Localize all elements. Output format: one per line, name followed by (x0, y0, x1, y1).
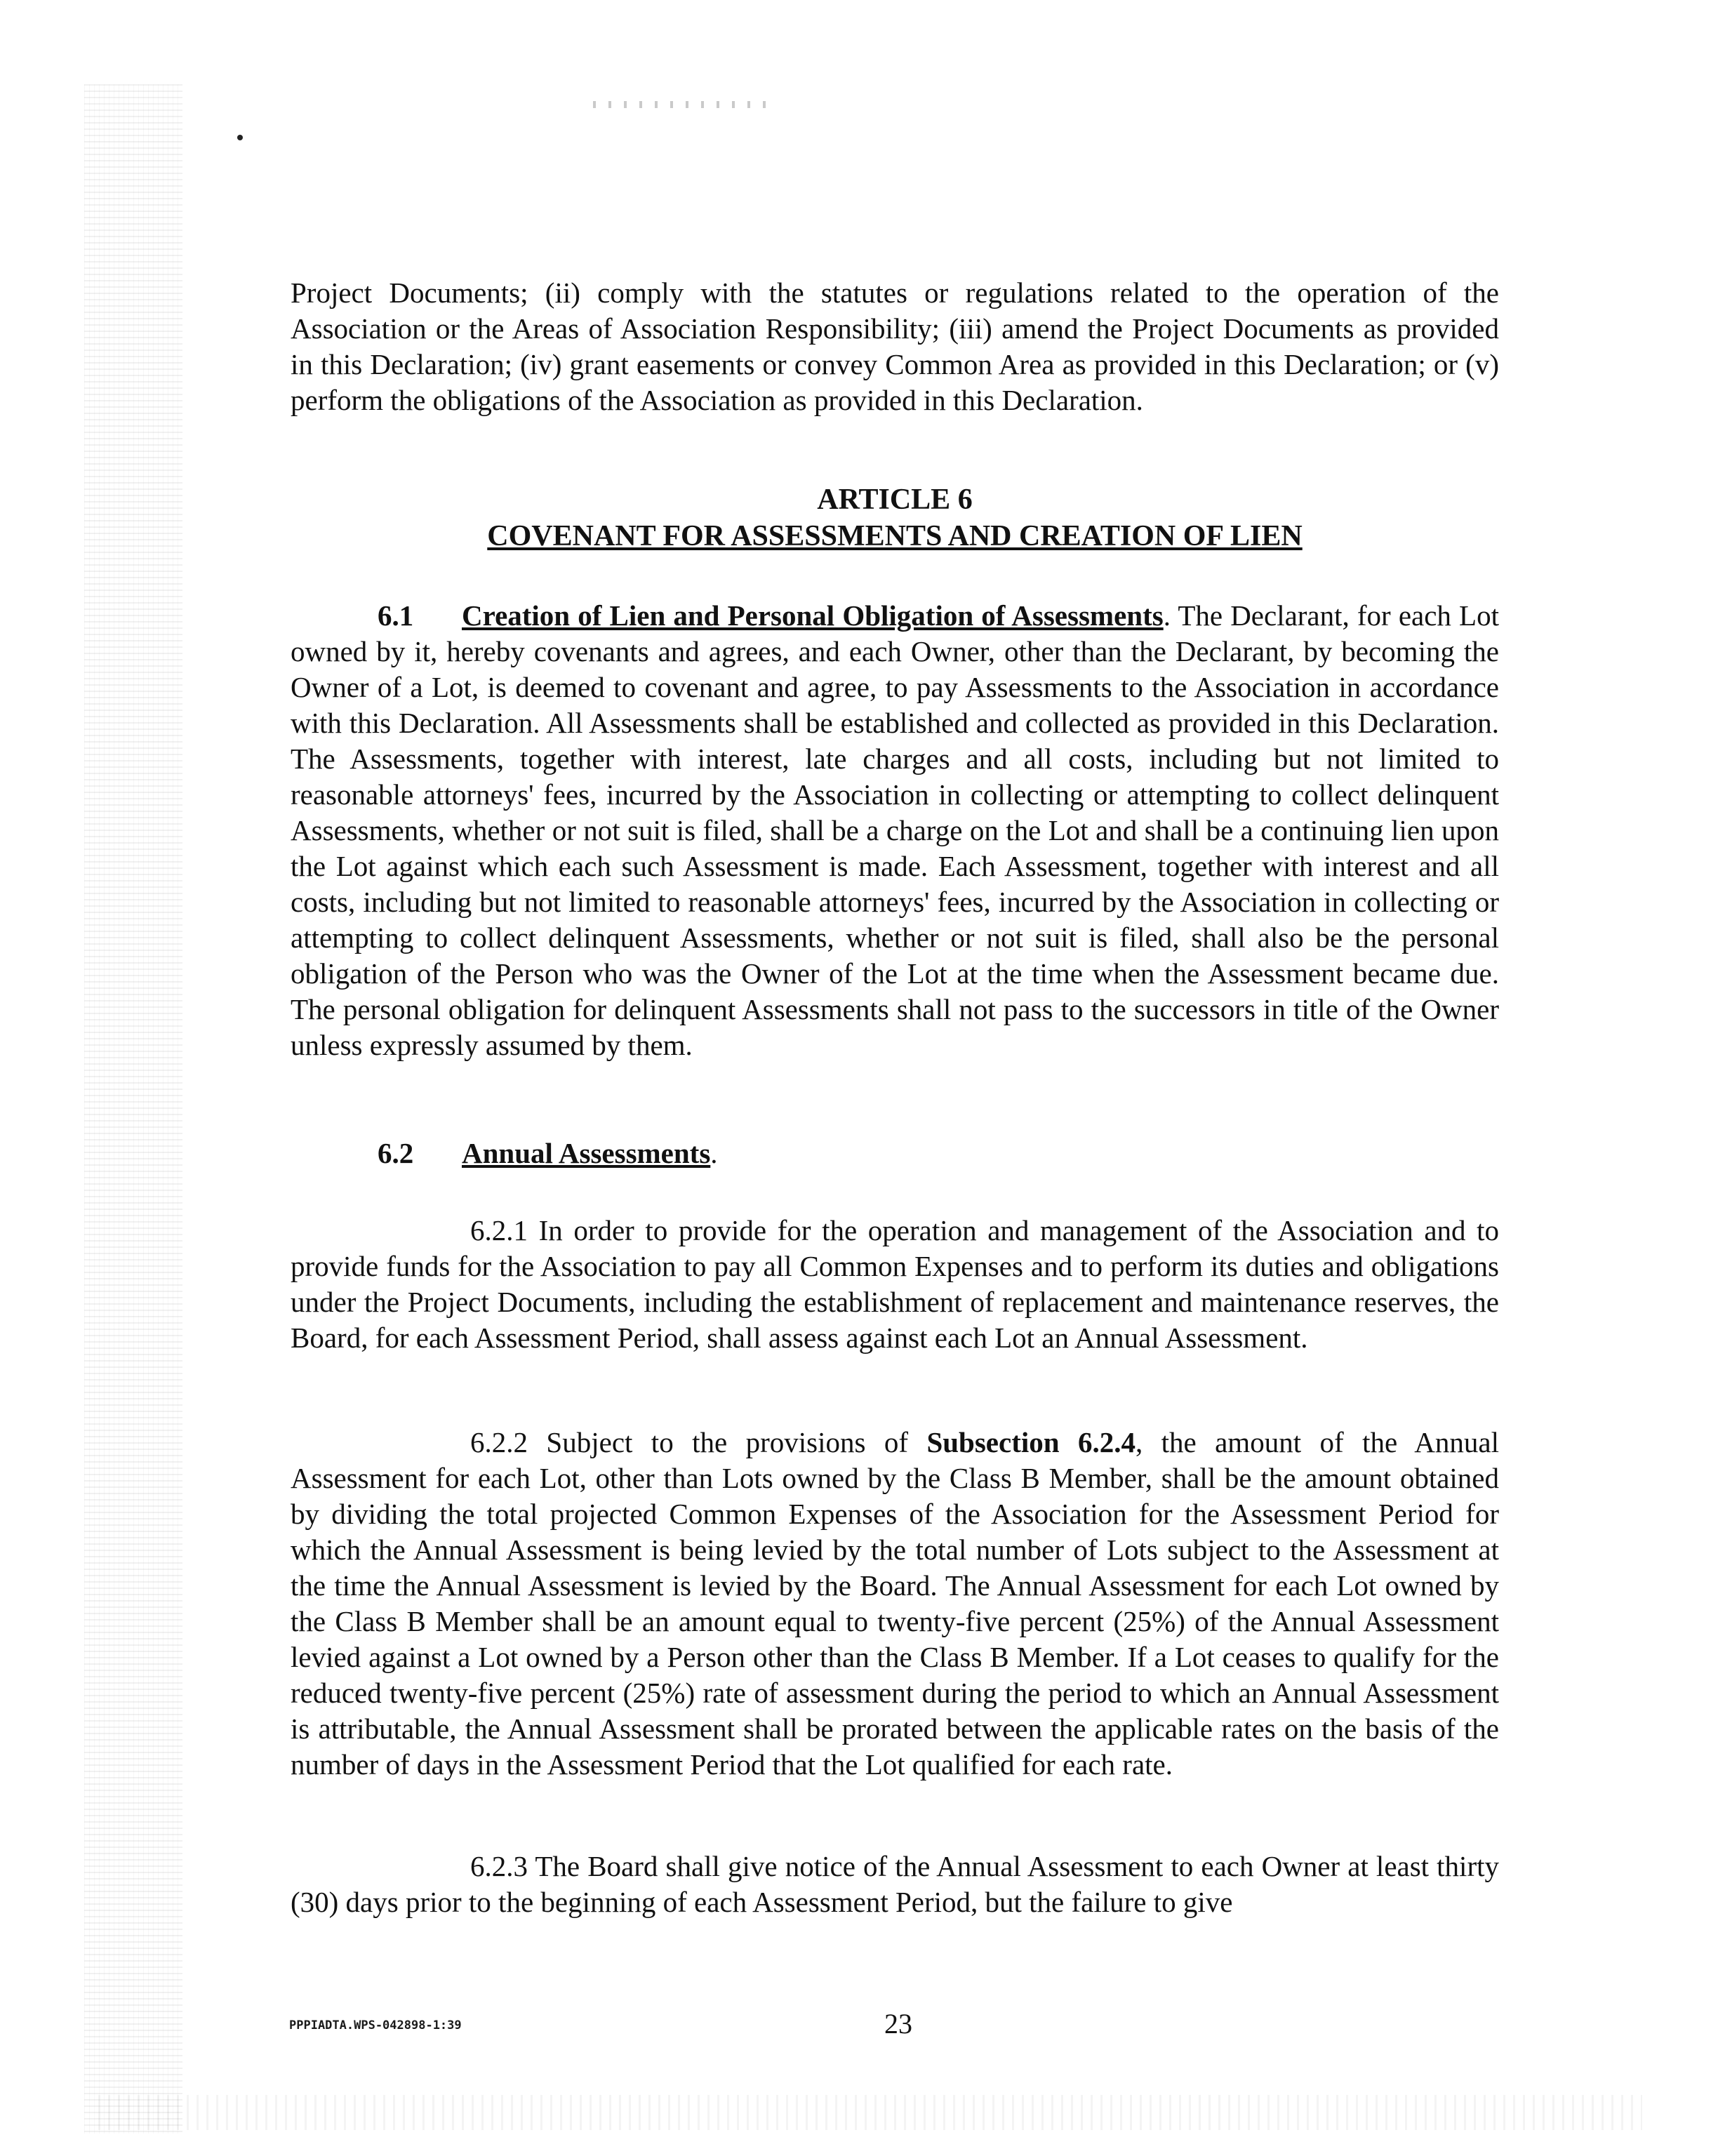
section-6-1-number: 6.1 (378, 599, 414, 632)
section-6-2-title-suffix: . (710, 1137, 718, 1169)
subsection-6-2-2-text-after: , the amount of the Annual Assessment for each Lot, other than Lots owned by the Class B Member, shall be the amount obtained by dividing the total projected Common Expenses of the Association for the Assessment Period for which the Annual Assessment is being levied by the total number of Lots subject to the Assessment at the time the Annual Assessment is levied by the Board. The Annual Assessment for each Lot owned by the Class B Member shall be an amount equal to twenty-five percent (25%) of the Annual Assessment levied against a Lot owned by a Person other than the Class B Member. If a Lot ceases to qualify for the reduced twenty-five percent (25%) rate of assessment during the period to which an Annual Assessment is attributable, the Annual Assessment shall be prorated between the applicable rates on the basis of the number of days in the Assessment Period that the Lot qualified for each rate. (291, 1426, 1500, 1781)
subsection-6-2-1-number: 6.2.1 (470, 1214, 528, 1246)
article-number: ARTICLE 6 (817, 484, 973, 516)
scan-artifact-bottom-edge (98, 2095, 1642, 2130)
scan-artifact-left-edge (84, 84, 182, 2134)
subsection-6-2-1 (291, 1213, 1499, 1356)
article-title: COVENANT FOR ASSESSMENTS AND CREATION OF LIEN (487, 520, 1303, 552)
subsection-6-2-3 (291, 1849, 1499, 1920)
scan-artifact-dot (237, 135, 243, 140)
subsection-6-2-3-text: The Board shall give notice of the Annual Assessment to each Owner at least thirty (30) days prior to the beginning of each Assessment Period, but the failure to give (291, 1850, 1499, 1918)
section-6-1-text: . The Declarant, for each Lot owned by it, hereby covenants and agrees, and each Owner, other than the Declarant, by becoming the Owner of a Lot, is deemed to covenant and agree, to pay Assessments to the Association in accordance with this Declaration. All Assessments shall be established and collected as provided in this Declaration. The Assessments, together with interest, late charges and all costs, including but not limited to reasonable attorneys' fees, incurred by the Association in collecting or attempting to collect delinquent Assessments, whether or not suit is filed, shall be a charge on the Lot and shall be a continuing lien upon the Lot against which each such Assessment is made. Each Assessment, together with interest and all costs, including but not limited to reasonable attorneys' fees, incurred by the Association in collecting or attempting to collect delinquent Assessments, whether or not suit is filed, shall also be the personal obligation of the Person who was the Owner of the Lot at the time when the Assessment became due. The personal obligation for delinquent Assessments shall not pass to the successors in title of the Owner unless expressly assumed by them. (291, 599, 1499, 1061)
section-6-2-heading (291, 1136, 1499, 1171)
scan-artifact-top-marks (593, 101, 768, 108)
page-number: 23 (884, 2008, 912, 2039)
subsection-6-2-1-text: In order to provide for the operation and management of the Association and to provide funds for the Association to pay all Common Expenses and to perform its duties and obligations under the Project Documents, including the establishment of replacement and maintenance reserves, the Board, for each Assessment Period, shall assess against each Lot an Annual Assessment. (291, 1214, 1500, 1354)
section-6-2-number: 6.2 (378, 1137, 414, 1169)
subsection-6-2-2 (291, 1425, 1499, 1783)
subsection-6-2-2-number: 6.2.2 (470, 1426, 528, 1458)
intro-paragraph: Project Documents; (ii) comply with the statutes or regulations related to the operation of the Association or the Areas of Association Responsibility; (iii) amend the Project Documents as provided in this Declaration; (iv) grant easements or convey Common Area as provided in this Declaration; or (v) perform the obligations of the Association as provided in this Declaration. (291, 277, 1499, 416)
footer-document-code: PPPIADTA.WPS-042898-1:39 (289, 2018, 462, 2032)
subsection-6-2-2-reference: Subsection 6.2.4 (926, 1426, 1136, 1458)
section-6-2-title: Annual Assessments (462, 1137, 711, 1169)
section-6-1 (291, 598, 1499, 1063)
section-6-1-title: Creation of Lien and Personal Obligation of Assessments (462, 599, 1164, 632)
subsection-6-2-3-number: 6.2.3 (470, 1850, 528, 1882)
subsection-6-2-2-text-before: Subject to the provisions of (546, 1426, 927, 1458)
